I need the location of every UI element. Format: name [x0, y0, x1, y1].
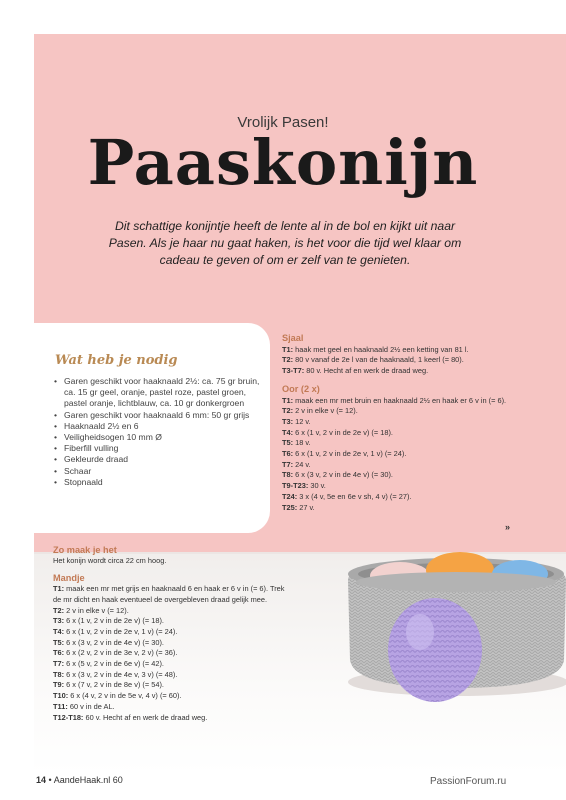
row-label: T11:: [53, 701, 68, 711]
row-text: 6 x (5 v, 2 v in de 6e v) (= 42).: [64, 659, 164, 669]
pattern-row: [53, 680, 293, 691]
pattern-row: [282, 345, 522, 356]
howto-heading: Zo maak je het: [53, 545, 117, 555]
row-label: T8:: [282, 470, 294, 480]
pattern-row: [282, 428, 522, 439]
pattern-row: [53, 606, 293, 617]
watermark: PassionForum.ru: [430, 776, 507, 787]
row-label: T7:: [53, 659, 65, 669]
sjaal-heading: Sjaal: [282, 333, 304, 343]
egg-lilac: [388, 598, 482, 702]
row-text: haak met geel en haaknaald 2½ een ketting van 81 l.: [293, 344, 469, 354]
oor-rows: [282, 396, 522, 514]
mandje-heading: Mandje: [53, 573, 85, 584]
pattern-row: [53, 670, 293, 681]
right-pattern-column: [282, 333, 522, 513]
page-subtitle: Vrolijk Pasen!: [237, 114, 329, 131]
sjaal-rows: [282, 345, 522, 377]
row-text: 6 x (7 v, 2 v in de 8e v) (= 54).: [64, 680, 164, 690]
pattern-row: [282, 417, 522, 428]
row-label: T3:: [282, 416, 294, 426]
pattern-row: [282, 438, 522, 449]
row-text: 80 v vanaf de 2e l van de haaknaald, 1 keerl (= 80).: [293, 355, 464, 365]
materials-heading: Wat heb je nodig: [55, 353, 178, 368]
page-number: 14: [36, 775, 47, 785]
row-text: 27 v.: [297, 502, 315, 512]
row-label: T2:: [282, 355, 294, 365]
pattern-row: [53, 584, 293, 605]
row-text: 6 x (1 v, 2 v in de 2e v) (= 18).: [64, 616, 164, 626]
row-label: T4:: [53, 626, 65, 636]
row-label: T9-T23:: [282, 481, 309, 491]
pattern-row: [282, 449, 522, 460]
left-pattern-column: [53, 545, 293, 723]
row-label: T8:: [53, 669, 65, 679]
row-label: T3:: [53, 616, 65, 626]
pattern-row: [53, 713, 293, 724]
page-footer: [36, 775, 123, 785]
row-label: T5:: [53, 637, 65, 647]
pattern-row: [53, 659, 293, 670]
pattern-row: [53, 702, 293, 713]
pattern-row: [282, 481, 522, 492]
row-text: 60 v in de AL.: [67, 701, 115, 711]
howto-text: Het konijn wordt circa 22 cm hoog.: [53, 555, 167, 565]
row-text: maak een mr met grijs en haaknaald 6 en haak er 6 v in (= 6). Trek de mr dicht en haak eventueel de overgebleven draad gelijk mee.: [53, 584, 285, 604]
materials-item: • Haaknaald 2½ en 6: [54, 421, 264, 432]
basket-illustration: [340, 540, 566, 720]
row-text: 80 v. Hecht af en werk de draad weg.: [304, 366, 429, 376]
row-text: 6 x (1 v, 2 v in de 2e v) (= 18).: [293, 427, 393, 437]
row-text: 6 x (3 v, 2 v in de 4e v, 3 v) (= 48).: [64, 669, 178, 679]
row-label: T6:: [282, 449, 294, 459]
row-text: 18 v.: [293, 438, 311, 448]
pattern-row: [282, 460, 522, 471]
pattern-row: [53, 638, 293, 649]
row-label: T24:: [282, 491, 298, 501]
materials-card: [34, 323, 270, 533]
materials-item: • Schaar: [54, 466, 264, 477]
row-label: T5:: [282, 438, 294, 448]
pattern-row: [53, 691, 293, 702]
row-text: 2 v in elke v (= 12).: [64, 605, 129, 615]
row-text: 6 x (3 v, 2 v in de 4e v) (= 30).: [64, 637, 164, 647]
row-label: T7:: [282, 459, 294, 469]
row-text: maak een mr met bruin en haaknaald 2½ en haak er 6 v in (= 6).: [293, 395, 507, 405]
pattern-row: [282, 355, 522, 366]
materials-item: • Veiligheidsogen 10 mm Ø: [54, 432, 264, 443]
materials-item: • Fiberfill vulling: [54, 443, 264, 454]
row-text: 6 x (4 v, 2 v in de 5e v, 4 v) (= 60).: [68, 691, 182, 701]
pattern-row: [53, 627, 293, 638]
row-text: 12 v.: [293, 416, 311, 426]
footer-bullet: •: [48, 775, 52, 785]
row-label: T1:: [53, 584, 65, 594]
row-label: T9:: [53, 680, 65, 690]
materials-item: • Garen geschikt voor haaknaald 2½: ca. 75 gr bruin, ca. 15 gr geel, oranje, pastel roze, pastel groen, pastel oranje, lichtblauw, ca. 10 gr donkergroen: [54, 376, 264, 410]
materials-item: • Garen geschikt voor haaknaald 6 mm: 50 gr grijs: [54, 410, 264, 421]
oor-heading: Oor (2 x): [282, 383, 320, 394]
pattern-row: [282, 492, 522, 503]
row-text: 6 x (2 v, 2 v in de 3e v, 2 v) (= 36).: [64, 648, 178, 658]
pattern-row: [282, 470, 522, 481]
row-label: T10:: [53, 691, 69, 701]
row-label: T3-T7:: [282, 366, 305, 376]
row-label: T2:: [53, 605, 65, 615]
magazine-name: AandeHaak.nl 60: [53, 775, 123, 785]
row-label: T25:: [282, 502, 298, 512]
row-text: 30 v.: [308, 481, 326, 491]
row-label: T4:: [282, 427, 294, 437]
row-label: T1:: [282, 344, 294, 354]
row-label: T1:: [282, 395, 294, 405]
materials-item: • Gekleurde draad: [54, 454, 264, 465]
continue-arrow: »: [505, 522, 511, 532]
row-text: 2 v in elke v (= 12).: [293, 406, 358, 416]
basket-photo: [340, 540, 566, 720]
mandje-rows: [53, 584, 293, 723]
materials-item: • Stopnaald: [54, 477, 264, 488]
row-text: 6 x (3 v, 2 v in de 4e v) (= 30).: [293, 470, 393, 480]
row-label: T2:: [282, 406, 294, 416]
basket-front-rim: [356, 572, 556, 592]
pattern-row: [53, 616, 293, 627]
row-text: 6 x (1 v, 2 v in de 2e v, 1 v) (= 24).: [64, 626, 178, 636]
intro-text: Dit schattige konijntje heeft de lente al in de bol en kijkt uit naar Pasen. Als je haar nu gaat haken, is het voor die tijd wel klaar om cadeau te geven of om er zelf van te genieten.: [108, 219, 462, 267]
pattern-row: [282, 396, 522, 407]
pattern-row: [282, 406, 522, 417]
row-text: 3 x (4 v, 5e en 6e v sh, 4 v) (= 27).: [297, 491, 412, 501]
pattern-row: [282, 366, 522, 377]
pattern-row: [282, 503, 522, 514]
row-label: T6:: [53, 648, 65, 658]
materials-list: [54, 376, 264, 488]
page-title: Paaskonijn: [87, 126, 479, 199]
row-text: 6 x (1 v, 2 v in de 2e v, 1 v) (= 24).: [293, 449, 407, 459]
row-text: 60 v. Hecht af en werk de draad weg.: [83, 712, 208, 722]
row-label: T12-T18:: [53, 712, 84, 722]
row-text: 24 v.: [293, 459, 311, 469]
egg-lilac-highlight: [406, 614, 434, 650]
pattern-row: [53, 648, 293, 659]
